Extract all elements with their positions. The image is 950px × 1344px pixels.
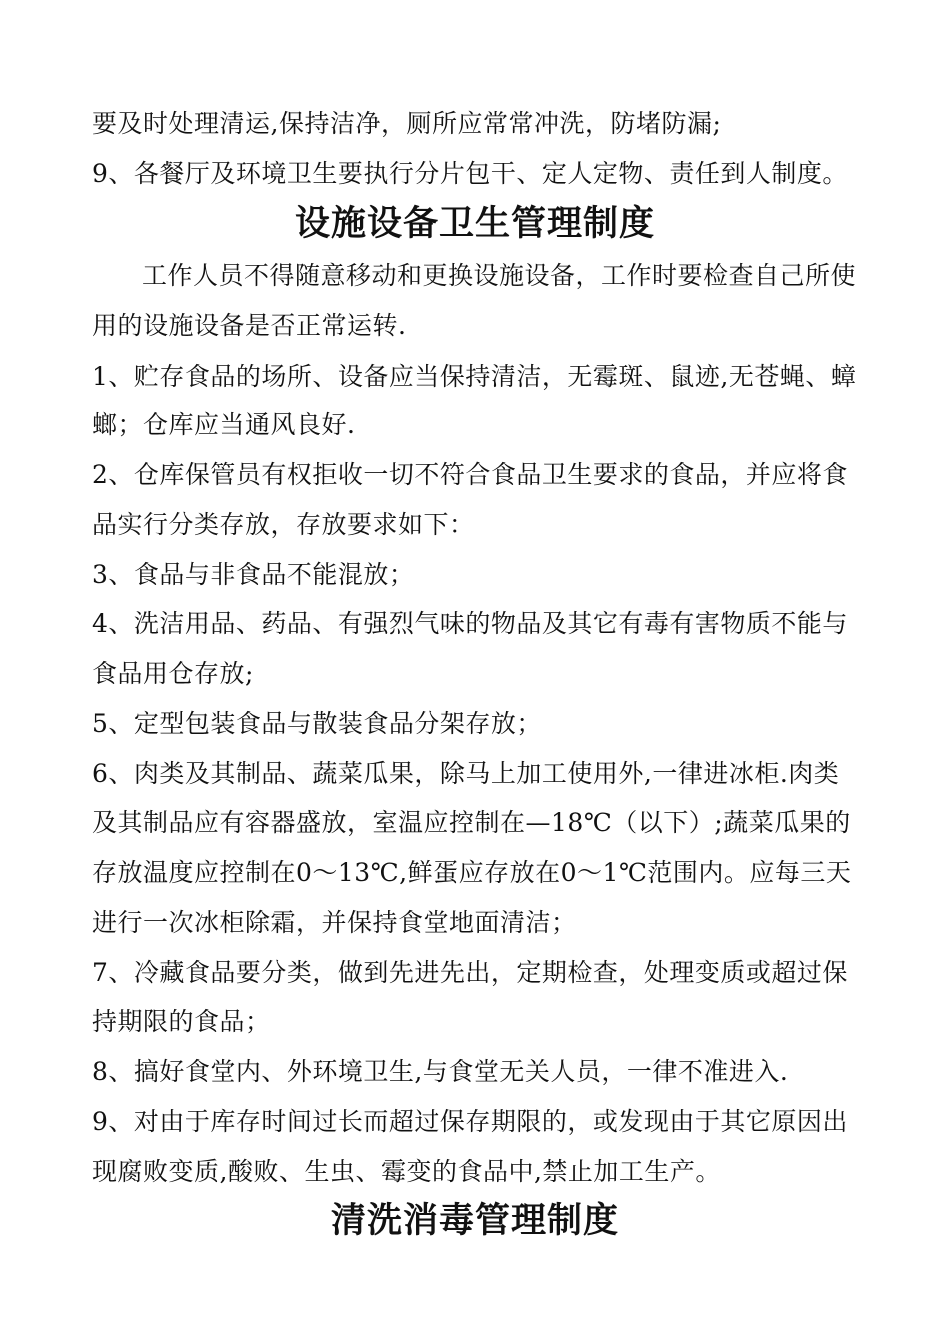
paragraph-line: 及其制品应有容器盛放，室温应控制在—18℃（以下）;蔬菜瓜果的 bbox=[92, 808, 851, 837]
paragraph-line: 4、洗洁用品、药品、有强烈气味的物品及其它有毒有害物质不能与 bbox=[92, 609, 848, 638]
paragraph-line: 7、冷藏食品要分类，做到先进先出，定期检查，处理变质或超过保 bbox=[92, 958, 848, 987]
paragraph-line: 2、仓库保管员有权拒收一切不符合食品卫生要求的食品，并应将食 bbox=[92, 460, 848, 489]
paragraph-line: 6、肉类及其制品、蔬菜瓜果，除马上加工使用外,一律进冰柜.肉类 bbox=[92, 759, 840, 788]
paragraph-line: 品实行分类存放，存放要求如下： bbox=[92, 510, 475, 539]
paragraph-line: 5、定型包装食品与散装食品分架存放； bbox=[92, 709, 542, 738]
section-heading: 清洗消毒管理制度 bbox=[330, 1201, 619, 1241]
paragraph-line: 3、食品与非食品不能混放； bbox=[92, 560, 415, 589]
paragraph-line: 9、对由于库存时间过长而超过保存期限的，或发现由于其它原因出 bbox=[92, 1107, 848, 1136]
section-heading: 设施设备卫生管理制度 bbox=[294, 204, 655, 244]
paragraph-line: 现腐败变质,酸败、生虫、霉变的食品中,禁止加工生产。 bbox=[92, 1157, 721, 1186]
paragraph-line: 用的设施设备是否正常运转. bbox=[92, 311, 407, 340]
paragraph-line: 螂；仓库应当通风良好. bbox=[92, 410, 356, 439]
paragraph-line: 要及时处理清运,保持洁净，厕所应常常冲洗，防堵防漏; bbox=[92, 109, 722, 138]
paragraph-line: 8、搞好食堂内、外环境卫生,与食堂无关人员，一律不准进入. bbox=[92, 1057, 789, 1086]
paragraph-line: 1、贮存食品的场所、设备应当保持清洁，无霉斑、鼠迹,无苍蝇、蟑 bbox=[92, 362, 857, 391]
paragraph-line: 9、各餐厅及环境卫生要执行分片包干、定人定物、责任到人制度。 bbox=[92, 159, 848, 188]
paragraph-line: 进行一次冰柜除霜，并保持食堂地面清洁； bbox=[92, 908, 577, 937]
paragraph-line: 存放温度应控制在0～13℃,鲜蛋应存放在0～1℃范围内。应每三天 bbox=[92, 858, 852, 887]
paragraph-line: 持期限的食品； bbox=[92, 1007, 271, 1036]
paragraph-line: 工作人员不得随意移动和更换设施设备，工作时要检查自己所使 bbox=[142, 261, 857, 290]
paragraph-line: 食品用仓存放; bbox=[92, 659, 254, 688]
